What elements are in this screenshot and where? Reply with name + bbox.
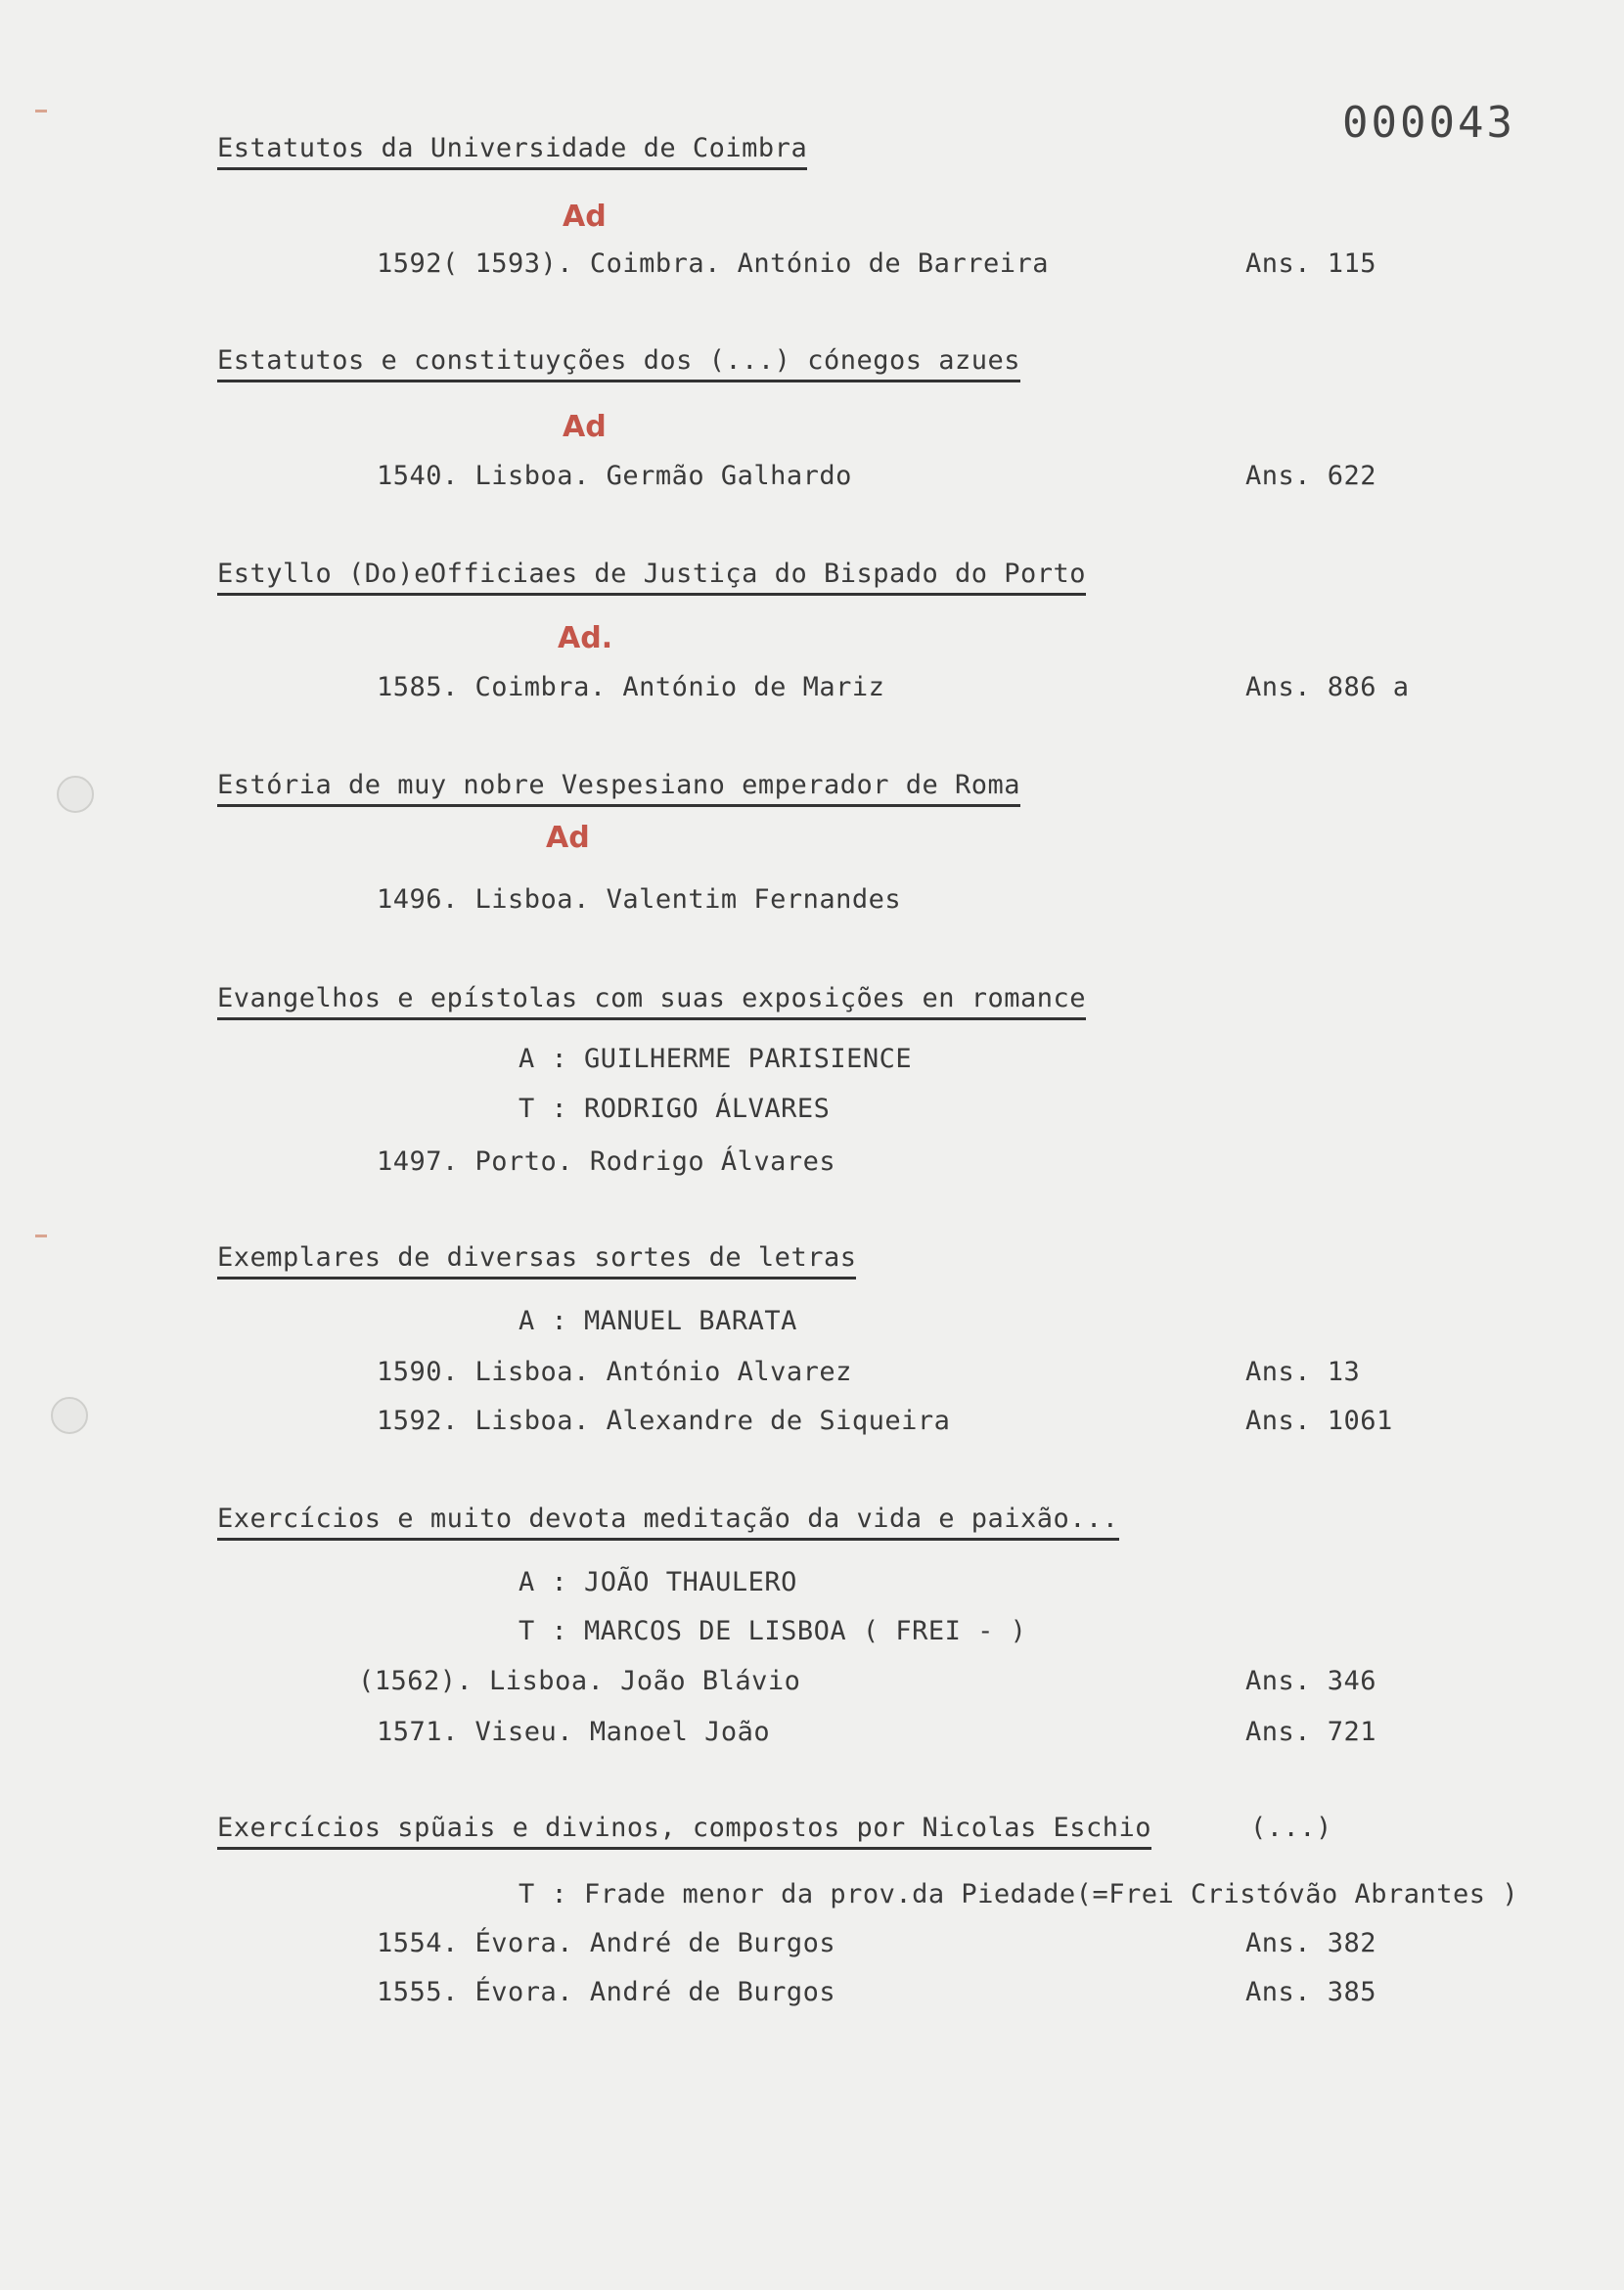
edition-imprint: 1496. Lisboa. Valentim Fernandes bbox=[377, 884, 902, 915]
edition-imprint: 1497. Porto. Rodrigo Álvares bbox=[377, 1146, 836, 1177]
entry-author: A : GUILHERME PARISIENCE bbox=[519, 1044, 913, 1074]
entry-title-suffix: (...) bbox=[1250, 1813, 1332, 1843]
entry-title: Exercícios spũais e divinos, compostos por Nicolas Eschio bbox=[217, 1812, 1151, 1850]
edition-reference: Ans. 721 bbox=[1245, 1717, 1377, 1747]
page-number: 000043 bbox=[1342, 98, 1515, 148]
edition-imprint: 1554. Évora. André de Burgos bbox=[377, 1928, 836, 1958]
margin-mark bbox=[35, 1235, 47, 1237]
edition-imprint: 1571. Viseu. Manoel João bbox=[377, 1717, 771, 1747]
edition-reference: Ans. 382 bbox=[1245, 1928, 1377, 1958]
edition-imprint: 1555. Évora. André de Burgos bbox=[377, 1977, 836, 2007]
edition-reference: Ans. 13 bbox=[1245, 1357, 1361, 1387]
edition-imprint: 1585. Coimbra. António de Mariz bbox=[377, 672, 885, 702]
edition-imprint: 1592( 1593). Coimbra. António de Barreira bbox=[377, 248, 1049, 279]
entry-title: Estatutos da Universidade de Coimbra bbox=[217, 132, 807, 170]
entry-annotation: Ad bbox=[563, 200, 607, 234]
entry-title: Exercícios e muito devota meditação da vida e paixão... bbox=[217, 1503, 1119, 1541]
edition-reference: Ans. 622 bbox=[1245, 461, 1377, 491]
entry-translator: T : MARCOS DE LISBOA ( FREI - ) bbox=[519, 1616, 1027, 1646]
entry-title: Exemplares de diversas sortes de letras bbox=[217, 1241, 856, 1280]
edition-reference: Ans. 346 bbox=[1245, 1666, 1377, 1696]
entry-title: Estyllo (Do)eOfficiaes de Justiça do Bispado do Porto bbox=[217, 558, 1086, 596]
entry-annotation: Ad bbox=[563, 410, 607, 444]
entry-translator: T : Frade menor da prov.da Piedade(=Frei Cristóvão Abrantes ) bbox=[519, 1879, 1519, 1909]
margin-mark bbox=[35, 110, 47, 112]
edition-imprint: 1592. Lisboa. Alexandre de Siqueira bbox=[377, 1406, 951, 1436]
entry-annotation: Ad. bbox=[558, 621, 613, 655]
edition-reference: Ans. 886 a bbox=[1245, 672, 1410, 702]
edition-imprint: 1590. Lisboa. António Alvarez bbox=[377, 1357, 852, 1387]
edition-imprint: 1540. Lisboa. Germão Galhardo bbox=[377, 461, 852, 491]
entry-title: Estória de muy nobre Vespesiano emperador de Roma bbox=[217, 769, 1020, 807]
edition-reference: Ans. 1061 bbox=[1245, 1406, 1393, 1436]
edition-imprint: (1562). Lisboa. João Blávio bbox=[358, 1666, 801, 1696]
entry-translator: T : RODRIGO ÁLVARES bbox=[519, 1094, 831, 1124]
edition-reference: Ans. 385 bbox=[1245, 1977, 1377, 2007]
punch-hole bbox=[51, 1397, 88, 1434]
entry-title: Estatutos e constituyções dos (...) cónegos azues bbox=[217, 344, 1020, 382]
entry-annotation: Ad bbox=[546, 821, 590, 855]
entry-author: A : MANUEL BARATA bbox=[519, 1306, 797, 1336]
entry-title: Evangelhos e epístolas com suas exposições en romance bbox=[217, 982, 1086, 1020]
entry-author: A : JOÃO THAULERO bbox=[519, 1567, 797, 1597]
edition-reference: Ans. 115 bbox=[1245, 248, 1377, 279]
punch-hole bbox=[57, 776, 94, 813]
